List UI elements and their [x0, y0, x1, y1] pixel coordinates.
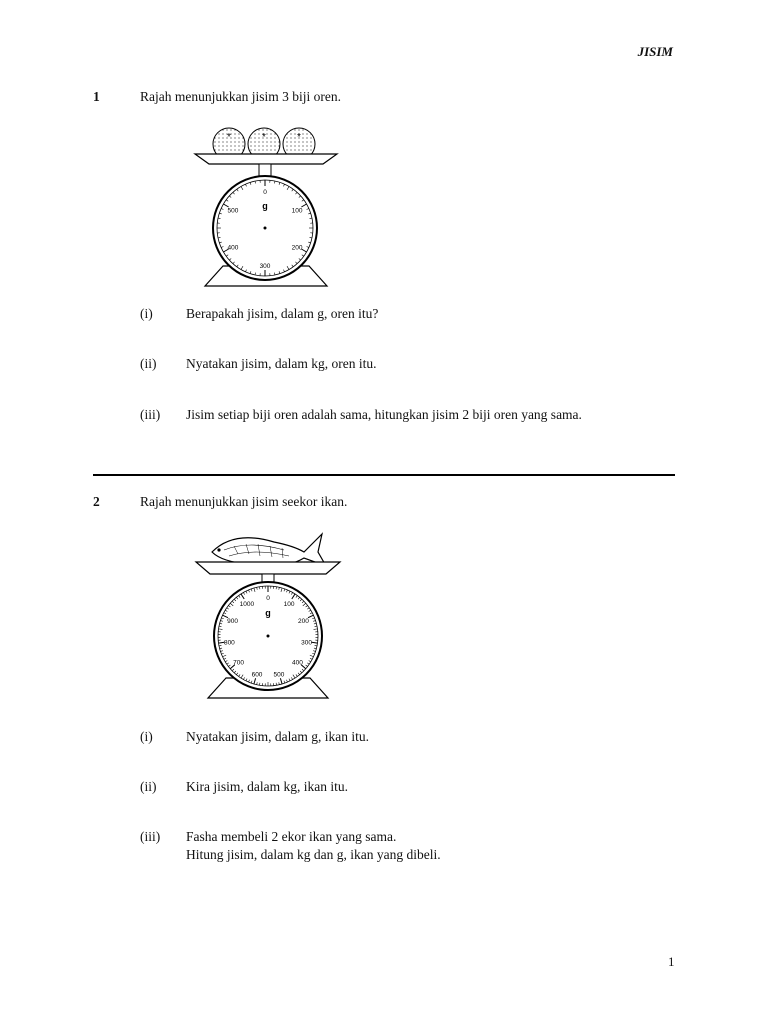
scale-pan [196, 562, 340, 574]
svg-text:*: * [262, 132, 266, 143]
dial-label: 800 [223, 639, 235, 647]
dial-label: 0 [266, 595, 270, 602]
scale-with-fish-figure [194, 524, 344, 702]
dial-label: 500 [227, 207, 239, 215]
question-1-part-i-label: (i) [140, 306, 153, 321]
dial-label: 600 [251, 671, 263, 679]
dial-label: 300 [259, 263, 271, 270]
svg-text:*: * [227, 132, 231, 143]
question-1-part-ii-text: Nyatakan jisim, dalam kg, oren itu. [186, 356, 377, 371]
dial-label: 0 [263, 189, 267, 196]
scale-unit-label: g [262, 201, 268, 211]
dial-label: 400 [292, 659, 303, 667]
dial-label: 400 [227, 244, 239, 252]
scale-stem [259, 164, 271, 176]
question-2-number: 2 [93, 494, 100, 509]
dial-label: 900 [227, 617, 238, 625]
question-1-part-ii-label: (ii) [140, 356, 157, 371]
question-2-part-iii-text-line2: Hitung jisim, dalam kg dan g, ikan yang dibeli. [186, 847, 441, 862]
page-number: 1 [668, 954, 675, 969]
dial-label: 200 [298, 617, 309, 625]
question-1-part-iii-text: Jisim setiap biji oren adalah sama, hitungkan jisim 2 biji oren yang sama. [186, 407, 582, 422]
question-2-prompt: Rajah menunjukkan jisim seekor ikan. [140, 494, 348, 509]
question-1-prompt: Rajah menunjukkan jisim 3 biji oren. [140, 89, 341, 104]
dial-label: 200 [291, 244, 303, 252]
dial-label: 700 [233, 659, 244, 667]
question-1-part-iii-label: (iii) [140, 407, 161, 422]
question-1-number: 1 [93, 89, 100, 104]
question-2-part-iii-text: Fasha membeli 2 ekor ikan yang sama. [186, 829, 397, 844]
scale-pan [195, 154, 337, 164]
dial-label: 300 [301, 639, 313, 647]
question-2-part-ii-text: Kira jisim, dalam kg, ikan itu. [186, 779, 348, 794]
svg-text:*: * [297, 132, 301, 143]
dial-center-dot [267, 635, 270, 638]
dial-center-dot [264, 227, 267, 230]
section-divider [93, 474, 675, 476]
dial-label: 500 [273, 671, 285, 679]
dial-label: 100 [291, 207, 303, 215]
question-2-part-iii-label: (iii) [140, 829, 161, 844]
dial-label: 100 [283, 601, 295, 609]
question-2-part-ii-label: (ii) [140, 779, 157, 794]
question-2-part-i-text: Nyatakan jisim, dalam g, ikan itu. [186, 729, 369, 744]
question-1-part-i-text: Berapakah jisim, dalam g, oren itu? [186, 306, 379, 321]
scale-with-oranges-figure [193, 124, 339, 290]
scale-unit-label: g [265, 608, 271, 618]
dial-label: 1000 [239, 601, 255, 609]
question-2-part-i-label: (i) [140, 729, 153, 744]
page-header-title: JISIM [637, 44, 673, 59]
